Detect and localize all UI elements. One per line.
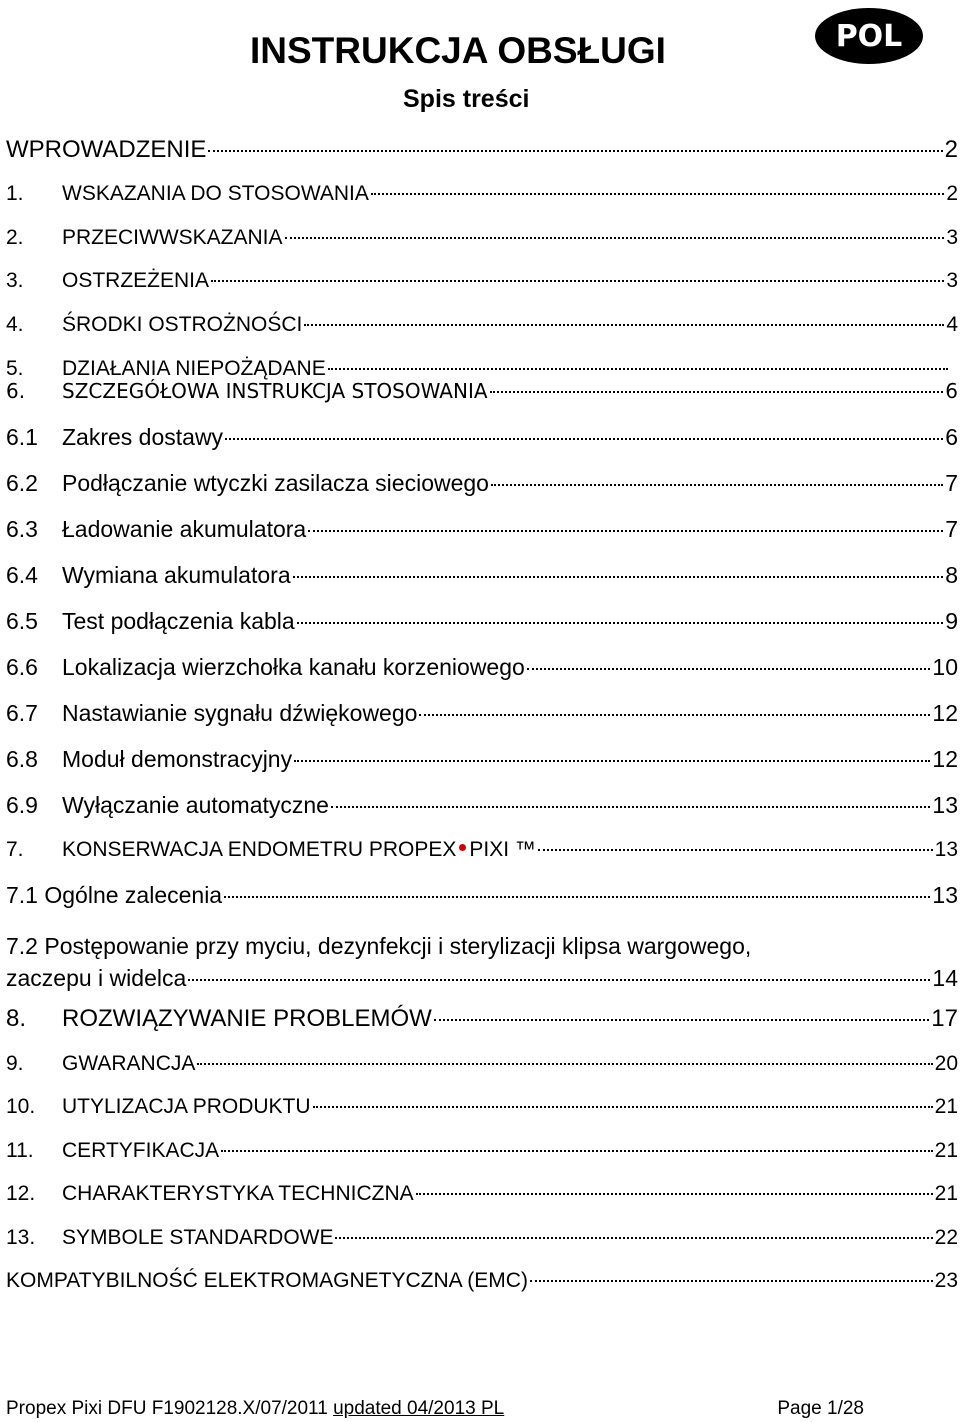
toc-item-6-4[interactable]: 6.4 Wymiana akumulatora 8 — [6, 562, 958, 588]
toc-item-5[interactable]: 5. DZIAŁANIA NIEPOŻĄDANE — [6, 357, 950, 381]
toc-item-6-8[interactable]: 6.8 Moduł demonstracyjny 12 — [6, 746, 958, 772]
toc-item-6-7[interactable]: 6.7 Nastawianie sygnału dźwiękowego 12 — [6, 700, 958, 726]
toc-item-11[interactable]: 11. CERTYFIKACJA 21 — [6, 1139, 958, 1162]
toc-item-6-5[interactable]: 6.5 Test podłączenia kabla 9 — [6, 608, 958, 634]
toc-item-9[interactable]: 9. GWARANCJA 20 — [6, 1052, 958, 1075]
toc-item-8[interactable]: 8. ROZWIĄZYWANIE PROBLEMÓW 17 — [6, 1005, 958, 1032]
toc-item-6[interactable]: 6. SZCZEGÓŁOWA INSTRUKCJA STOSOWANIA 6 — [6, 379, 958, 403]
toc-item-6-1[interactable]: 6.1 Zakres dostawy 6 — [6, 424, 958, 450]
toc-item-7[interactable]: 7. KONSERWACJA ENDOMETRU PROPEX PIXI ™ 13 — [6, 838, 958, 861]
toc-item-emc[interactable]: KOMPATYBILNOŚĆ ELEKTROMAGNETYCZNA (EMC) 23 — [6, 1269, 958, 1292]
toc-item-2[interactable]: 2. PRZECIWWSKAZANIA 3 — [6, 226, 958, 249]
toc-heading: Spis treści — [403, 85, 530, 113]
red-bullet-icon — [459, 844, 466, 851]
toc-item-6-6[interactable]: 6.6 Lokalizacja wierzchołka kanału korzeniowego 10 — [6, 654, 958, 680]
toc-item-4[interactable]: 4. ŚRODKI OSTROŻNOŚCI 4 — [6, 313, 958, 336]
toc-item-13[interactable]: 13. SYMBOLE STANDARDOWE 22 — [6, 1226, 958, 1249]
footer-document-id: Propex Pixi DFU F1902128.X/07/2011 updated 04/2013 PL — [6, 1398, 505, 1419]
toc-item-3[interactable]: 3. OSTRZEŻENIA 3 — [6, 269, 958, 292]
document-title: INSTRUKCJA OBSŁUGI — [250, 30, 666, 71]
toc-item-7-2[interactable]: 7.2 Postępowanie przy myciu, dezynfekcji i sterylizacji klipsa wargowego, zaczepu i widelca 14 — [6, 933, 958, 991]
toc-item-1[interactable]: 1. WSKAZANIA DO STOSOWANIA 2 — [6, 182, 958, 205]
toc-item-7-1[interactable]: 7.1 Ogólne zalecenia 13 — [6, 882, 958, 908]
toc-item-wprowadzenie[interactable]: WPROWADZENIE 2 — [6, 136, 958, 163]
pol-logo: POL — [815, 8, 923, 64]
footer-page-number: Page 1/28 — [777, 1398, 864, 1419]
toc-item-6-9[interactable]: 6.9 Wyłączanie automatyczne 13 — [6, 792, 958, 818]
page-footer — [6, 1398, 864, 1420]
toc-item-6-3[interactable]: 6.3 Ładowanie akumulatora 7 — [6, 516, 958, 542]
toc-item-6-2[interactable]: 6.2 Podłączanie wtyczki zasilacza sieciowego 7 — [6, 470, 958, 496]
toc-item-10[interactable]: 10. UTYLIZACJA PRODUKTU 21 — [6, 1095, 958, 1118]
toc-item-12[interactable]: 12. CHARAKTERYSTYKA TECHNICZNA 21 — [6, 1182, 958, 1205]
